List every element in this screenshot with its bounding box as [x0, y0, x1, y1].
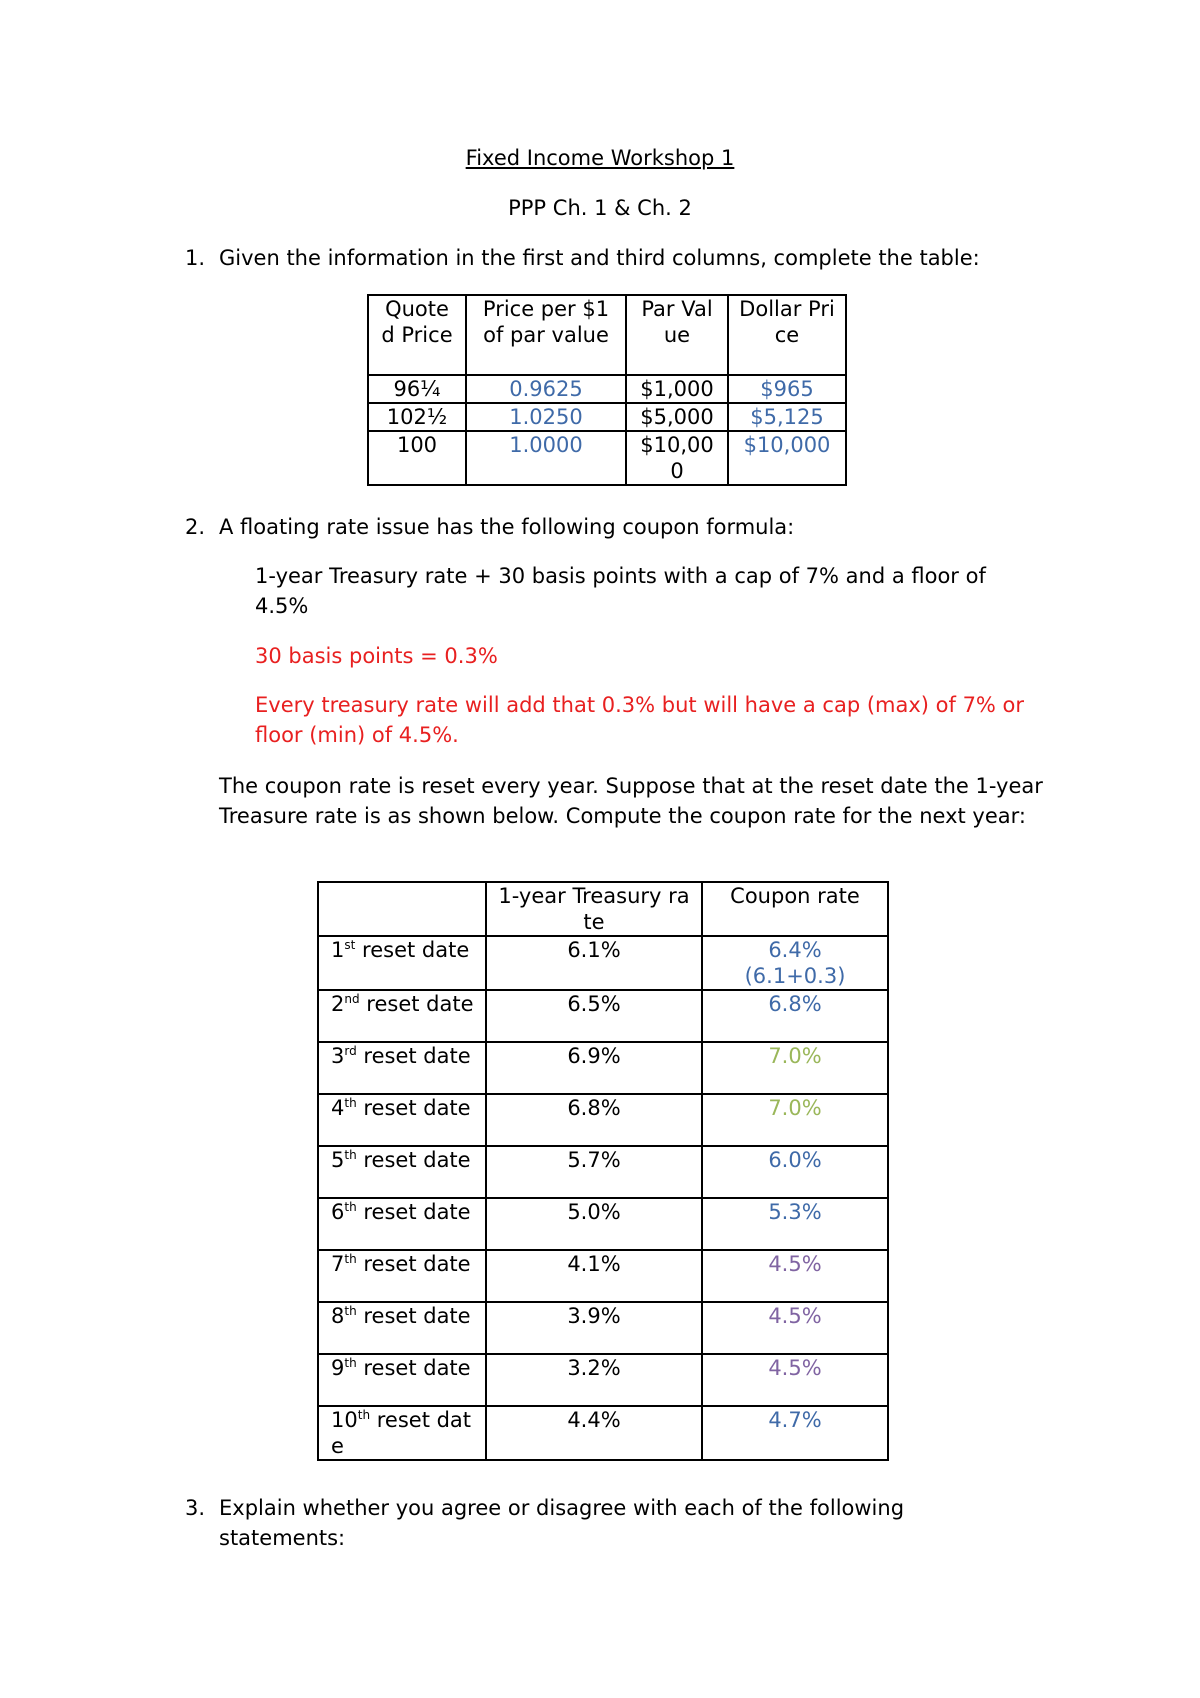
- coupon-rate-cell: [702, 1146, 888, 1198]
- question-2: [185, 512, 1065, 542]
- treasury-rate-cell: 6.1%: [486, 936, 702, 990]
- page-title: Fixed Income Workshop 1: [465, 146, 735, 170]
- table-row: [368, 375, 846, 403]
- page-subtitle: PPP Ch. 1 & Ch. 2: [508, 196, 692, 220]
- par-value-cell: $1,000: [626, 375, 728, 403]
- coupon-rate-value: 4.7%: [768, 1408, 822, 1432]
- par-value-cell: $10,000: [626, 431, 728, 485]
- table-row: [318, 1302, 888, 1354]
- price-table: [367, 294, 847, 486]
- table-row: [318, 1146, 888, 1198]
- par-value-cell: $5,000: [626, 403, 728, 431]
- quoted-price-cell: 102½: [368, 403, 466, 431]
- reset-number: 1: [331, 938, 345, 962]
- coupon-rate-value: 6.0%: [768, 1148, 822, 1172]
- reset-date-text: reset date: [362, 938, 470, 962]
- reset-date-text: reset date: [331, 1408, 472, 1458]
- table-row: [318, 990, 888, 1042]
- question-number: 1.: [185, 246, 206, 270]
- reset-date-text: reset date: [363, 1200, 471, 1224]
- coupon-rate-value: 4.5%: [768, 1304, 822, 1328]
- reset-date-label: [318, 1146, 486, 1198]
- treasury-rate-cell: 3.2%: [486, 1354, 702, 1406]
- coupon-rate-cell: [702, 1042, 888, 1094]
- coupon-rate-cell: [702, 1198, 888, 1250]
- reset-number: 5: [331, 1148, 345, 1172]
- ordinal-suffix: th: [344, 1096, 357, 1110]
- reset-number: 7: [331, 1252, 345, 1276]
- ordinal-suffix: th: [344, 1200, 357, 1214]
- coupon-rate-note: (6.1+0.3): [744, 964, 846, 988]
- question-text: A floating rate issue has the following coupon formula:: [219, 515, 795, 539]
- coupon-rate-cell: [702, 990, 888, 1042]
- header-price-per-dollar: Price per $1 of par value: [466, 295, 626, 375]
- coupon-formula: 1-year Treasury rate + 30 basis points with a cap of 7% and a floor of 4.5%: [255, 564, 986, 618]
- dollar-price-cell: $10,000: [728, 431, 846, 485]
- coupon-rate-value: 7.0%: [768, 1044, 822, 1068]
- ordinal-suffix: th: [344, 1304, 357, 1318]
- table-header-row: [368, 295, 846, 375]
- ordinal-suffix: nd: [344, 992, 360, 1006]
- reset-date-label: [318, 1302, 486, 1354]
- answer-note-basis-points: 30 basis points = 0.3%: [255, 644, 498, 668]
- reset-date-text: reset date: [363, 1304, 471, 1328]
- reset-date-label: [318, 936, 486, 990]
- header-quoted-price: Quote d Price: [368, 295, 466, 375]
- ordinal-suffix: th: [344, 1252, 357, 1266]
- table-row: [318, 1354, 888, 1406]
- reset-date-text: reset date: [363, 1096, 471, 1120]
- header-dollar-price: Dollar Price: [728, 295, 846, 375]
- treasury-rate-cell: 4.4%: [486, 1406, 702, 1460]
- table-row: [318, 1042, 888, 1094]
- coupon-rate-cell: [702, 1302, 888, 1354]
- treasury-rate-cell: 3.9%: [486, 1302, 702, 1354]
- reset-date-text: reset date: [363, 1252, 471, 1276]
- question-1: [185, 243, 1065, 273]
- coupon-rate-cell: [702, 1094, 888, 1146]
- reset-date-label: [318, 1094, 486, 1146]
- dollar-price-cell: $965: [728, 375, 846, 403]
- price-per-dollar-cell: 1.0000: [466, 431, 626, 485]
- treasury-rate-cell: 6.8%: [486, 1094, 702, 1146]
- reset-number: 3: [331, 1044, 345, 1068]
- coupon-rate-value: 7.0%: [768, 1096, 822, 1120]
- coupon-rate-table: [317, 881, 889, 1461]
- reset-date-label: [318, 1354, 486, 1406]
- reset-number: 4: [331, 1096, 345, 1120]
- treasury-rate-cell: 5.7%: [486, 1146, 702, 1198]
- reset-number: 9: [331, 1356, 345, 1380]
- coupon-table-body: [318, 936, 888, 1460]
- reset-date-label: [318, 1198, 486, 1250]
- price-per-dollar-cell: 0.9625: [466, 375, 626, 403]
- coupon-rate-value: 6.8%: [768, 992, 822, 1016]
- question-text: Given the information in the first and third columns, complete the table:: [219, 246, 980, 270]
- table-row: [368, 403, 846, 431]
- table-header-row: [318, 882, 888, 936]
- question-3: [185, 1493, 1065, 1553]
- reset-number: 10: [331, 1408, 358, 1432]
- ordinal-suffix: th: [357, 1408, 371, 1422]
- coupon-rate-value: 5.3%: [768, 1200, 822, 1224]
- coupon-rate-value: 6.4%: [768, 938, 822, 962]
- reset-number: 8: [331, 1304, 345, 1328]
- ordinal-suffix: st: [344, 938, 356, 952]
- dollar-price-cell: $5,125: [728, 403, 846, 431]
- header-empty: [318, 882, 486, 936]
- treasury-rate-cell: 6.9%: [486, 1042, 702, 1094]
- answer-note-cap-floor: Every treasury rate will add that 0.3% but will have a cap (max) of 7% or floor (min) of 4.5%.: [255, 693, 1025, 747]
- reset-number: 2: [331, 992, 345, 1016]
- reset-date-text: reset date: [363, 1148, 471, 1172]
- treasury-rate-cell: 6.5%: [486, 990, 702, 1042]
- quoted-price-cell: 96¼: [368, 375, 466, 403]
- reset-date-label: [318, 1042, 486, 1094]
- ordinal-suffix: th: [344, 1148, 357, 1162]
- coupon-rate-cell: [702, 936, 888, 990]
- ordinal-suffix: th: [344, 1356, 357, 1370]
- table-row: [318, 936, 888, 990]
- coupon-rate-cell: [702, 1250, 888, 1302]
- table-row: [318, 1198, 888, 1250]
- header-treasury-rate: 1-year Treasury rate: [486, 882, 702, 936]
- treasury-rate-cell: 5.0%: [486, 1198, 702, 1250]
- coupon-rate-cell: [702, 1354, 888, 1406]
- coupon-rate-value: 4.5%: [768, 1252, 822, 1276]
- reset-date-label: [318, 1406, 486, 1460]
- question-body: The coupon rate is reset every year. Suppose that at the reset date the 1-year Treasure rate is as shown below. Compute the coupon rate for the next year:: [219, 774, 1043, 828]
- reset-date-text: reset date: [366, 992, 474, 1016]
- header-coupon-rate: Coupon rate: [702, 882, 888, 936]
- treasury-rate-cell: 4.1%: [486, 1250, 702, 1302]
- ordinal-suffix: rd: [344, 1044, 357, 1058]
- question-number: 3.: [185, 1496, 206, 1520]
- quoted-price-cell: 100: [368, 431, 466, 485]
- reset-date-text: reset date: [363, 1044, 471, 1068]
- reset-date-text: reset date: [363, 1356, 471, 1380]
- coupon-rate-cell: [702, 1406, 888, 1460]
- reset-number: 6: [331, 1200, 345, 1224]
- question-text: Explain whether you agree or disagree with each of the following statements:: [219, 1496, 905, 1550]
- question-number: 2.: [185, 515, 206, 539]
- table-row: [318, 1406, 888, 1460]
- reset-date-label: [318, 1250, 486, 1302]
- table-row: [318, 1094, 888, 1146]
- coupon-rate-value: 4.5%: [768, 1356, 822, 1380]
- price-per-dollar-cell: 1.0250: [466, 403, 626, 431]
- reset-date-label: [318, 990, 486, 1042]
- table-row: [368, 431, 846, 485]
- table-row: [318, 1250, 888, 1302]
- header-par-value: Par Value: [626, 295, 728, 375]
